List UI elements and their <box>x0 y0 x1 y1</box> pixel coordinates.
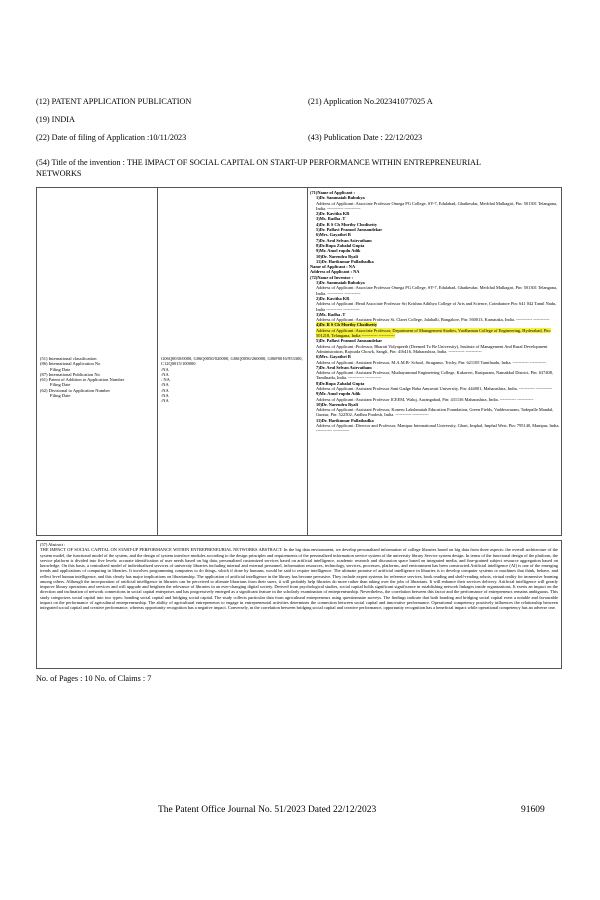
person-name: 2)Dr. Kavitha KR <box>316 295 350 301</box>
highlighted-text: Address of Applicant :Associate Professor, Department of Management Studies, Vardhaman College of Engineering, Hyderabad, Pin: 501218, Telangana, India ----------- ----------- <box>316 327 551 339</box>
biblio-label: (51) International classification <box>40 356 97 361</box>
section-heading: (71)Name of Applicant : <box>310 190 355 195</box>
person-name: 11)Dr. Harikumar Pallathadka <box>316 417 374 423</box>
page-number: 91609 <box>521 805 545 815</box>
abstract-heading: (57) Abstract : <box>40 542 66 547</box>
person-address: Address of Applicant :Assistant Professor Sant Gadge Baba Amravati University, Pin: 444001, Maharashtra, India. ----------- ----------- <box>316 385 553 391</box>
person-address: Address of Applicant :Assistant Professor, M.A.M.B- School, Siruganur, Trichy, Pin: 621105 Tamilnadu, India. ----------- ----------- <box>316 359 546 365</box>
person-name: 8)Dr.Rupa Zabalal Gupta <box>316 380 365 386</box>
person-name: 3)Ms. Radha .T <box>316 216 346 222</box>
biblio-label: (87) International Publication No <box>40 371 100 377</box>
person-address: Address of Applicant :Professor, Bharati Vidyapeeth (Deemed To Be University), Institute of Management And Rural Development Administration, Rajwada Chowk, Sangli, Pin: 416416, Maharashtra, India. ----------- ----------- <box>316 343 548 354</box>
person-name: 7)Dr. Arul Selvan Asirvatham <box>316 364 372 370</box>
person-address: Address of Applicant :Assistant Professor, Koneru Lakshmaiah Education Foundation, Green Fields, Vaddeswaram, Tadepalle Mandal, Guntur, Pin: 522502, Andhra Pradesh, India. ----------- ----------- <box>316 407 554 418</box>
biblio-value: : NA <box>161 377 170 383</box>
person-name: 1)Dr. Sammaiah Buhukya <box>316 195 365 201</box>
person-name: 3)Ms. Radha .T <box>316 311 346 317</box>
section-heading: Address of Applicant : NA <box>310 269 360 275</box>
biblio-label: (86) International Application No <box>40 361 101 367</box>
person-name: 6)Mrs. Gayathri B <box>316 232 351 238</box>
person-name: 4)Dr. R S Ch Murthy Chodisetty <box>316 221 378 227</box>
person-name: 5)Dr. Pallavi Pramod Jamsandekar <box>316 227 383 233</box>
person-name: 5)Dr. Pallavi Pramod Jamsandekar <box>316 338 383 344</box>
abstract-box <box>36 540 562 669</box>
section-heading: (72)Name of Inventor : <box>310 274 353 280</box>
person-name: 8)Dr.Rupa Zabalal Gupta <box>316 242 365 248</box>
abstract-text: THE IMPACT OF SOCIAL CAPITAL ON START-UP PERFORMANCE WITHIN ENTREPRENEURIAL NETWORKS ABSTRACT: In the big data environment, we develop personalized information of college libraries based on big data from three aspects: the overall architecture of the system model, the functional model of the system, and the design of system interface modules according to the design principles and requirements of the personalized information service system of the university library Service system design. In terms of the functional design of the platform, the service platform is divided into five levels: accurate identification of user needs based on big data, personalized customized services based on artificial intelligence, academic research and discussion space based on integrated media, and fine-grained subject resource aggregation based on knowledge. On this basis, a centralized model of individualized services of university libraries including internal and external personnel, information resources, technology, services, processes, platforms, and environment has been constructed.Artificial intelligence (AI) is one of the emerging trends and applications of computing in libraries. It involves programming computers to do things, which if done by humans, would be said to require intelligence. The ultimate promise of artificial intelligence in libraries is to develop computer systems or machines that think, behave, and reflect level human intelligence, and this clearly has major implications on librarianship. The application of artificial intelligence in the library has become pervasive. They include expert systems for reference services, book reading and shelf-reading robots, virtual reality for immersive learning among others. Although the incorporation of artificial intelligence in libraries can be perceived to alienate librarians from their users, it will probably help libraries do more rather than taking over the jobs of librarians. It will enhance their services delivery. Artificial intelligence will greatly improve library operations and services and will upgrade and heighten the relevance of libraries in an ever-changing digital society. Derived from psychological studies, social capital holds significant significance in establishing network linkages inside organizations. It exerts an impact on the direction and inclination of network connections in social capital enterprises and has progressively emerged as a significant feature in the scholarly examination of entrepreneurship. Nevertheless, the correlation between this factor and the performance of entrepreneurs remains ambiguous. This study categorizes social capital into two types: bonding social capital and bridging social capital. The study collects particular data from agricultural entrepreneurs using questionnaire surveys. The findings indicate that both bonding and bridging social capital exert a notable and favourable impact on the performance of agricultural entrepreneurship. The ability of agricultural entrepreneurs to engage in entrepreneurial activities determines the connection between social capital and innovative performance. Operational competency positively influences the relationship between integrated social capital and creative performance, whereas opportunity recognition has a negative impact. Conversely, in the correlation between bridging social capital and creative performance, opportunity recognition has a beneficial impact while operational competency has an adverse one. <box>40 547 558 610</box>
person-name: 10)Dr. Narendra Ryali <box>316 253 358 259</box>
person-name: 10)Dr. Narendra Ryali <box>316 401 358 407</box>
person-address: Address of Applicant :Assistant Professor St. Claret College, Jalahalli, Bangalore, Pin: 560013, Karnataka, India. ----------- ----------- <box>316 317 550 323</box>
pages-and-claims: No. of Pages : 10 No. of Claims : 7 <box>36 674 152 683</box>
section-heading: Name of Applicant : NA <box>310 264 356 270</box>
journal-footer: The Patent Office Journal No. 51/2023 Dated 22/12/2023 <box>158 805 377 815</box>
bibliographic-table <box>36 187 562 536</box>
person-address: Address of Applicant :Associate Professor Omega PG College, SY-7, Edulabad, Ghatkesdar, Medchal Malkagiri, Pin: 501301 Telangana, India. ----------- ----------- <box>316 285 557 296</box>
filing-date: (22) Date of filing of Application :10/11/2023 <box>36 133 187 142</box>
biblio-label: Filing Date <box>50 393 71 399</box>
country: (19) INDIA <box>36 115 75 124</box>
biblio-label: Filing Date <box>50 382 71 388</box>
person-name: 1)Dr. Sammaiah Buhukya <box>316 280 365 286</box>
biblio-value: :NA <box>161 393 169 399</box>
biblio-values <box>161 356 311 404</box>
applicant-inventor-list <box>310 190 560 434</box>
person-name: 9)Mr. Amol rupdu Adik <box>316 391 361 397</box>
publication-type: (12) PATENT APPLICATION PUBLICATION <box>36 97 192 106</box>
person-address: Address of Applicant :Associate Professor Omega PG College, SY-7, Edulabad, Ghatkesdar, Medchal Malkagiri, Pin: 501301 Telangana, India. ----------- ----------- <box>316 200 557 211</box>
biblio-label: (62) Divisional to Application Number <box>40 387 110 393</box>
person-address <box>310 328 560 339</box>
person-name: 11)Dr. Harikumar Pallathadka <box>316 258 374 264</box>
biblio-labels <box>40 356 160 398</box>
person-address: Address of Applicant :Assistant Professor, Muthayammal Engineering College, Kakaveri, Rasipuram, Namakkal District, Pin: 637408, Tamilnadu, India. ----------- ----------- <box>316 370 553 381</box>
biblio-value: G06Q0030/0000, G06Q0050/020000, G06Q0050/260000, G06F0016/953300, C12Q0015/100000 <box>161 356 303 367</box>
person-name: 2)Dr. Kavitha KR <box>316 211 350 217</box>
person-name: 7)Dr. Arul Selvan Asirvatham <box>316 237 372 243</box>
biblio-value: :NA <box>161 382 169 388</box>
biblio-value: :NA <box>161 387 169 393</box>
person-address: Address of Applicant :Assistant Professor ICEEM, Waluj, Aurangabad, Pin: 431136 Maharashtra, India. ----------- ----------- <box>316 396 534 402</box>
highlighted-text: 4)Dr. R S Ch Murthy Chodisetty <box>316 322 378 328</box>
biblio-label: Filing Date <box>50 366 71 372</box>
biblio-label: (61) Patent of Addition to Application Number <box>40 377 125 383</box>
publication-date: (43) Publication Date : 22/12/2023 <box>308 133 423 142</box>
biblio-value: :NA <box>161 366 169 372</box>
application-number: (21) Application No.202341077025 A <box>308 97 433 106</box>
person-name: 9)Mr. Amol rupdu Adik <box>316 248 361 254</box>
invention-title: (54) Title of the invention : THE IMPACT OF SOCIAL CAPITAL ON START-UP PERFORMANCE WITHIN ENTREPRENEURIAL NETWORKS <box>36 158 481 178</box>
person-name: 6)Mrs. Gayathri B <box>316 354 351 360</box>
biblio-value: :NA <box>161 398 169 404</box>
biblio-value: :NA <box>161 371 169 377</box>
person-address: Address of Applicant :Head Associate Professor Sri Krishna Adithya College of Arts and Science, Coimbatore Pin: 641 042 Tamil Nadu, India ----------- ----------- <box>316 301 557 312</box>
person-address: Address of Applicant :Director and Professor, Manipur International University, Ghari, Imphal, Imphal West, Pin: 795140, Manipur, India. ----------- ----------- <box>316 423 560 434</box>
